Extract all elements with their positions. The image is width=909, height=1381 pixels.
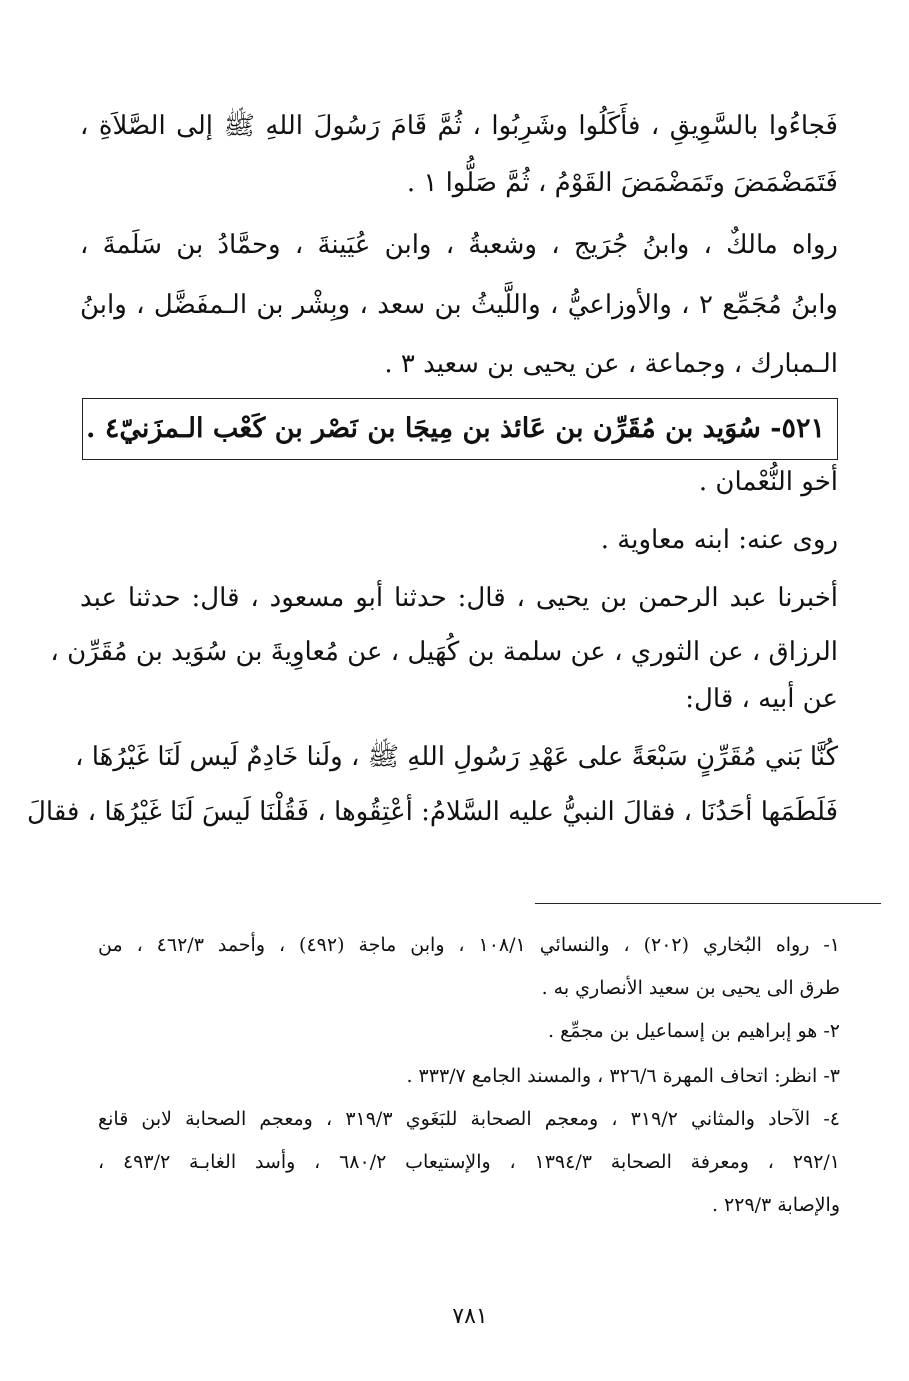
- entry-line-5: عن أبيه ، قال:: [685, 684, 838, 714]
- body-line-3: رواه مالكٌ ، وابنُ جُرَيج ، وشعبةُ ، وابن عُيَينةَ ، وحمَّادُ بن سَلَمةَ ،: [80, 230, 838, 260]
- entry-line-3: أخبرنا عبد الرحمن بن يحيى ، قال: حدثنا أبو مسعود ، قال: حدثنا عبد: [80, 583, 838, 613]
- footnote-line-1: ١- رواه البُخاري (٢٠٢) ، والنسائي ١٠٨/١ ، وابن ماجة (٤٩٢) ، وأحمد ٤٦٢/٣ ، من: [98, 934, 840, 956]
- footnote-line-3: ٢- هو إبراهيم بن إسماعيل بن مجمِّع .: [548, 1020, 840, 1042]
- body-line-4: وابنُ مُجَمِّع ٢ ، والأوزاعيُّ ، واللَّيثُ بن سعد ، وبِشْر بن الـمفَضَّل ، وابنُ: [80, 290, 838, 320]
- page-number: ٧٨١: [452, 1304, 488, 1329]
- entry-heading: ٥٢١- سُوَيد بن مُقَرِّن بن عَائذ بن مِيجَا بن نَصْر بن كَعْب الـمزَنيّ٤ .: [86, 413, 825, 444]
- entry-line-2: روى عنه: ابنه معاوية .: [600, 525, 838, 555]
- footnote-separator: [535, 903, 881, 904]
- footnote-line-2: طرق الى يحيى بن سعيد الأنصاري به .: [541, 977, 840, 999]
- footnote-line-4: ٣- انظر: اتحاف المهرة ٣٢٦/٦ ، والمسند الجامع ٣٣٣/٧ .: [406, 1065, 840, 1087]
- footnote-line-5: ٤- الآحاد والمثاني ٣١٩/٢ ، ومعجم الصحابة للبَغَوي ٣١٩/٣ ، ومعجم الصحابة لابن قانع: [98, 1108, 840, 1130]
- entry-line-1: أخو النُّعْمان .: [698, 467, 838, 497]
- body-line-2: فَتَمَضْمَضَ وتَمَضْمَضَ القَوْمُ ، ثُمَّ صَلُّوا ١ .: [406, 168, 838, 198]
- entry-line-6: كُنَّا بَني مُقَرِّنٍ سَبْعَةً على عَهْدِ رَسُولِ اللهِ ﷺ ، ولَنا خَادِمٌ لَيس لَنَا غَيْرُهَا ،: [75, 742, 838, 772]
- footnote-line-6: ٢٩٢/١ ، ومعرفة الصحابة ١٣٩٤/٣ ، والإستيعاب ٦٨٠/٢ ، وأسد الغابـة ٤٩٣/٢ ،: [98, 1151, 840, 1173]
- body-line-1: فَجاءُوا بالسَّوِيقِ ، فأَكَلُوا وشَرِبُوا ، ثُمَّ قَامَ رَسُولَ اللهِ ﷺ إلى الصَّلاَةِ ،: [80, 111, 838, 141]
- entry-line-7: فَلَطَمَها أحَدُنَا ، فقالَ النبيُّ عليه السَّلامُ: أعْتِقُوها ، فَقُلْنَا لَيسَ لَنَا غَيْرُهَا ، فقالَ: [27, 797, 838, 827]
- footnote-line-7: والإصابة ٢٢٩/٣ .: [711, 1194, 840, 1216]
- entry-line-4: الرزاق ، عن الثوري ، عن سلمة بن كُهَيل ، عن مُعاوِيةَ بن سُوَيد بن مُقَرِّن ،: [50, 637, 838, 667]
- body-line-5: الـمبارك ، وجماعة ، عن يحيى بن سعيد ٣ .: [384, 349, 838, 379]
